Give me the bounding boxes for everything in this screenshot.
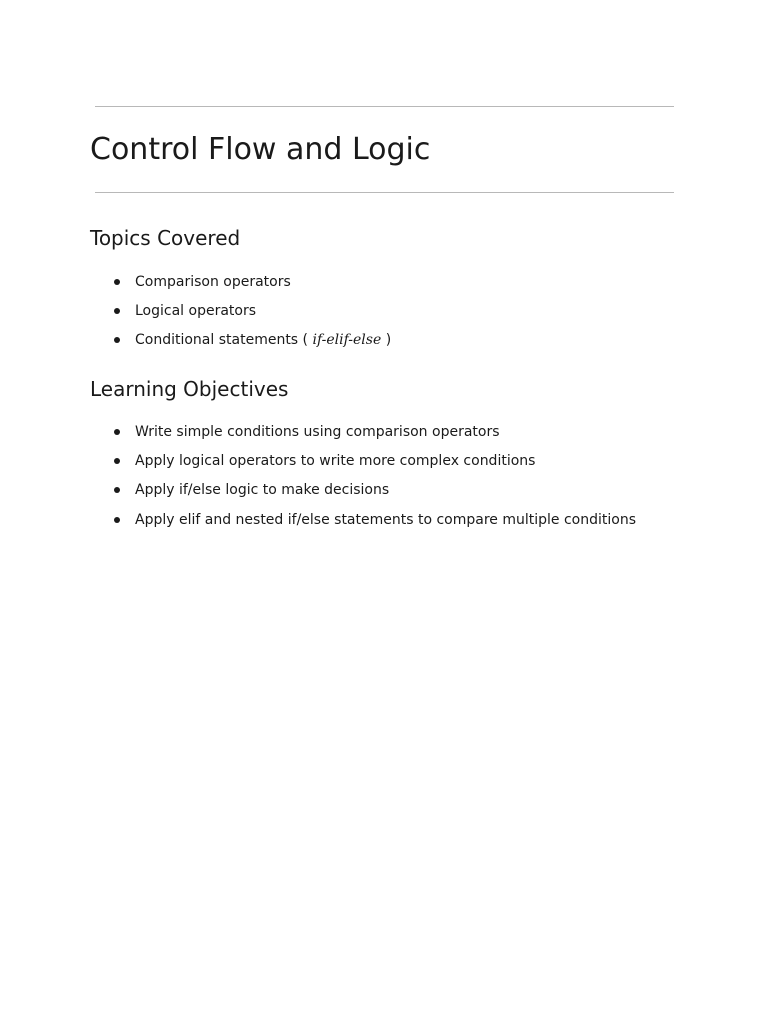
bullet-icon (114, 458, 120, 464)
bullet-icon (114, 487, 120, 493)
objective-text: Apply elif and nested if/else statements to compare multiple conditions (135, 512, 636, 528)
bullet-icon (114, 429, 120, 435)
objective-text: Apply logical operators to write more complex conditions (135, 453, 536, 469)
objectives-heading: Learning Objectives (90, 377, 289, 401)
objective-text: Apply if/else logic to make decisions (135, 482, 390, 498)
title-top-divider (95, 106, 674, 107)
title-bottom-divider (95, 192, 674, 193)
bullet-icon (114, 308, 120, 314)
page-title: Control Flow and Logic (90, 132, 431, 167)
topic-text: Logical operators (135, 303, 257, 319)
topic-text (135, 330, 391, 350)
objective-text: Write simple conditions using comparison operators (135, 424, 500, 440)
bullet-icon (114, 337, 120, 343)
topic-emphasis: if-elif-else (312, 332, 382, 348)
bullet-icon (114, 517, 120, 523)
topics-heading: Topics Covered (90, 226, 241, 250)
topic-text-before: Conditional statements ( (135, 332, 313, 348)
topic-text-after: ) (381, 332, 392, 348)
bullet-icon (114, 279, 120, 285)
topic-text: Comparison operators (135, 274, 291, 290)
